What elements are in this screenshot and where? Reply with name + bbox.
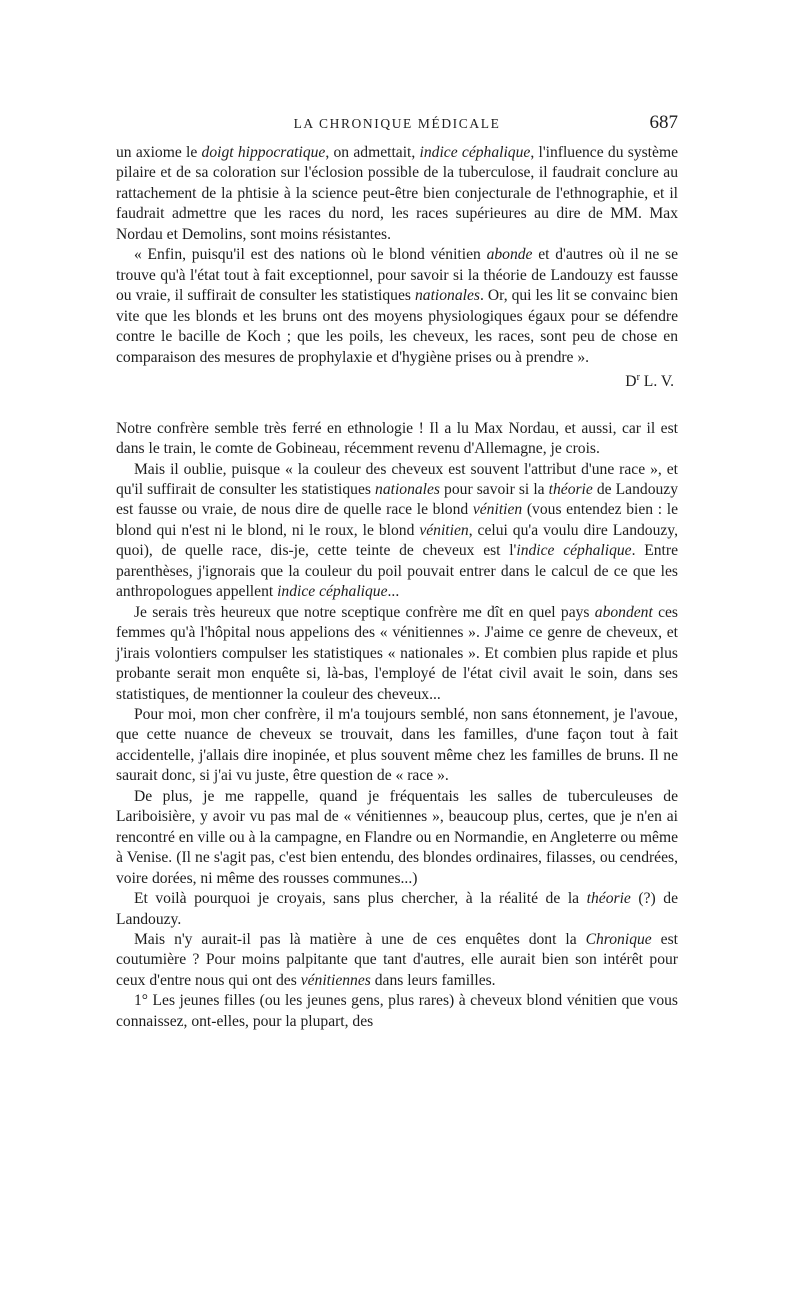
text-run: 1° Les jeunes filles (ou les jeunes gens, plus rares) à cheveux blond vénitien que vous connaissez, ont-elles, pour la plupart, des [116,992,678,1030]
text-run: est coutumière ? Pour moins palpitante que tant d'autres, elle aurait bien son intérêt pour ceux d'entre nous qui ont des [116,930,678,989]
text-run: , on admettait, [325,144,420,161]
text-run: . Or, qui les lit se convainc bien vite que les blonds et les bruns ont des moyens physiologiques égaux pour se défendre contre le bacille de Koch ; que les poils, les cheveux, les races, sont peu de chose en comparaison des mesures de prophylaxie et d'hygiène prises ou à prendre ». [116,287,678,366]
text-run: Et voilà pourquoi je croyais, sans plus chercher, à la réalité de la [133,890,587,908]
paragraph [116,245,678,368]
text-run: . Entre parenthèses, j'ignorais que la couleur du poil pouvait entrer dans le calcul de ce que les anthropologues appellent [116,542,678,601]
text-run: (vous entendez bien : le blond qui n'est ni le blond, ni le roux, le blond [116,501,678,539]
page-number: 687 [649,112,678,133]
text-run: Mais il oublie, puisque « la couleur des cheveux est souvent l'attribut d'une race », et qu'il suffirait de consulter les statistiques [116,460,678,498]
text-run: L. V. [639,373,674,391]
signature [116,368,678,393]
italic-text: vénitiennes [300,971,371,989]
paragraph [116,889,678,930]
page-header [116,112,678,140]
text-run: ces femmes qu'à l'hôpital nous appelions des « vénitiennes ». J'aime ce genre de cheveux, et j'irais volontiers compulser les statistiques « nationales ». Et combien plus rapide et plus probante serait mon enquête si, là-bas, l'employé de l'état civil avait le soin, dans ses statistiques, de mentionner la couleur des cheveux... [116,603,678,703]
paragraph [116,603,678,705]
document-page [116,0,678,1314]
italic-text: théorie [586,890,631,908]
text-run: et d'autres où il ne se trouve qu'à l'état tout à fait exceptionnel, pour savoir si la théorie de Landouzy est fausse ou vraie, il suffirait de consulter les statistiques [116,246,679,305]
paragraph [116,143,678,245]
text-run: Mais n'y aurait-il pas là matière à une de ces enquêtes dont la [133,930,586,948]
paragraph [116,930,678,991]
text-run: D [625,373,637,391]
running-title: LA CHRONIQUE MÉDICALE [293,116,501,131]
text-run: ... [387,583,400,601]
italic-text: abondent [594,603,653,621]
text-run: de Landouzy est fausse ou vraie, de nous dire de quelle race le blond [116,480,678,519]
text-run: pour savoir si la [440,480,549,498]
text-run: « Enfin, puisqu'il est des nations où le blond vénitien [133,246,487,264]
text-run: De plus, je me rappelle, quand je fréquentais les salles de tuberculeuses de Lariboisière, y avoir vu pas mal de « vénitiennes », beaucoup plus, certes, que je n'en ai rencontré en ville ou à la campagne, en Flandre ou en Normandie, en Angleterre ou même à Venise. (Il ne s'agit pas, c'est bien entendu, des blondes ordinaires, filasses, ou cendrées, voire dorées, ni même des rousses communes...) [116,787,678,887]
text-run: Notre confrère semble très ferré en ethnologie ! Il a lu Max Nordau, et aussi, car il est dans le train, le comte de Gobineau, récemment revenu d'Allemagne, je crois. [116,419,678,458]
italic-text: vénitien [472,501,523,519]
text-run: un axiome le [116,144,202,161]
text-run: Pour moi, mon cher confrère, il m'a toujours semblé, non sans étonnement, je l'avoue, que cette nuance de cheveux se trouvait, dans les familles, d'une façon tout à fait accidentelle, j'allais dire inopinée, et plus souvent même chez les familles de bruns. Il ne saurait donc, si j'ai vu juste, être question de « race ». [116,705,678,785]
paragraph [116,991,678,1032]
text-run: dans leurs familles. [370,971,496,989]
text-run: r [636,371,640,383]
text-run: (?) de Landouzy. [116,890,678,928]
italic-text: indice céphalique [277,583,388,601]
text-run: , l'influence du système pilaire et de sa coloration sur l'éclosion possible de la tuberculose, il faudrait conclure au rattachement de la phtisie à la science peut-être bien conjecturale de l'ethnographie, et il faudrait admettre que les races du nord, les races supérieures au dire de MM. Max Nordau et Demolins, sont moins résistantes. [116,144,678,243]
italic-text: théorie [548,480,593,498]
italic-text: indice céphalique [419,144,531,161]
paragraph [116,705,678,787]
italic-text: vénitien [419,521,469,539]
italic-text: nationales [414,287,480,305]
italic-text: indice céphalique [516,542,632,560]
text-run: , celui qu'a voulu dire Landouzy, quoi), de quelle race, dis-je, cette teinte de cheveux est l' [116,521,678,560]
paragraph [116,419,678,460]
italic-text: Chronique [585,930,652,948]
body-text [116,143,678,1032]
italic-text: abonde [486,246,533,264]
italic-text: doigt hippocratique [201,144,326,161]
text-run: Je serais très heureux que notre sceptique confrère me dît en quel pays [133,603,595,621]
paragraph [116,787,678,889]
paragraph [116,460,678,603]
italic-text: nationales [375,480,440,498]
